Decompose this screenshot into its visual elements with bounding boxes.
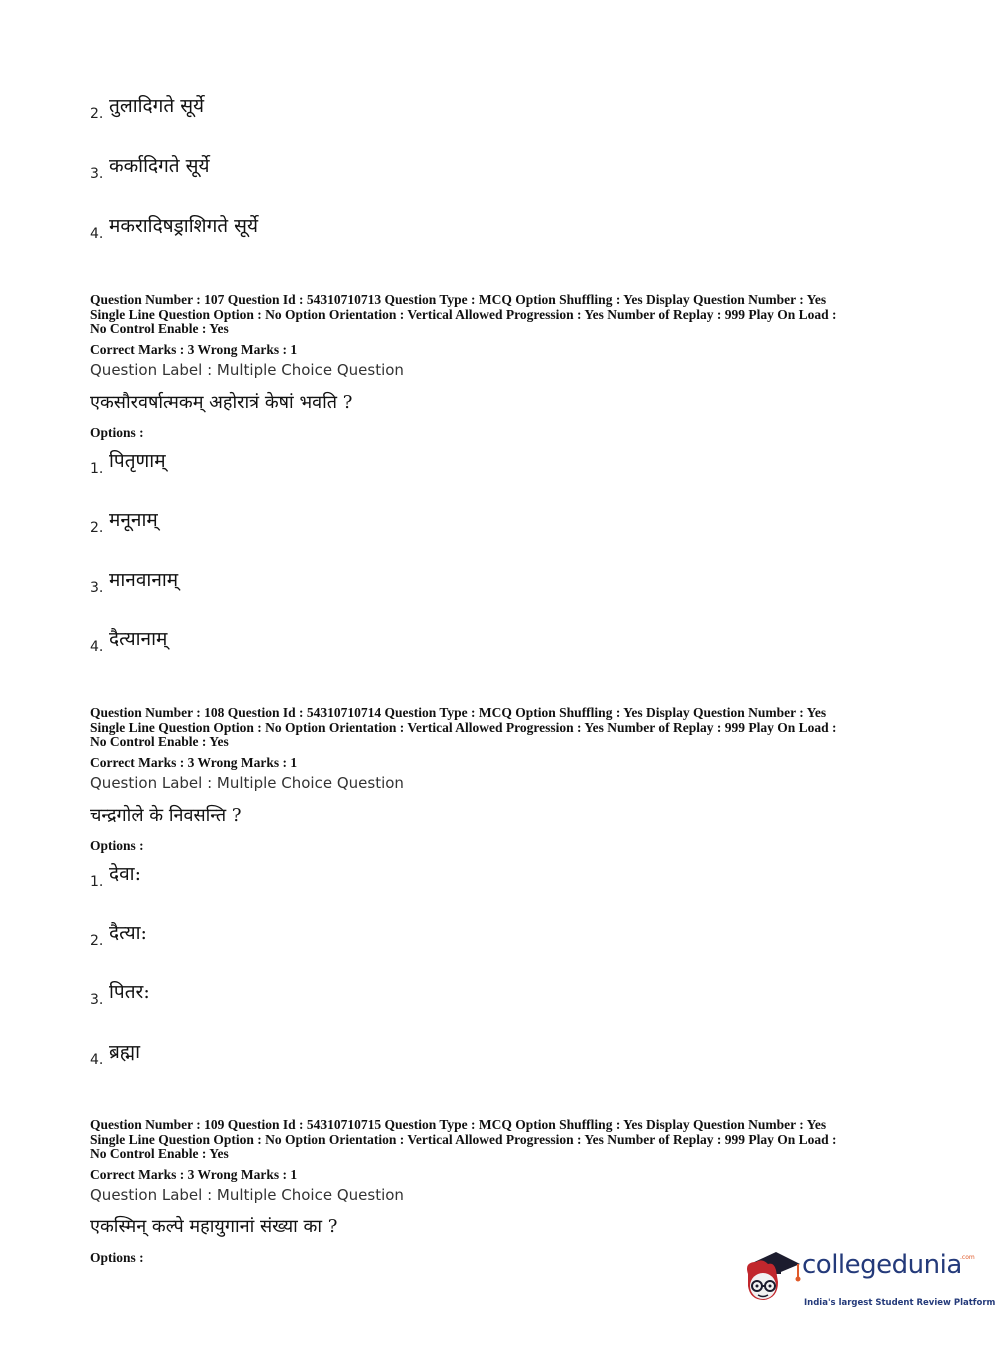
- option-text: कर्कादिगते सूर्ये: [109, 155, 210, 177]
- question-label: Question Label : Multiple Choice Question: [90, 361, 404, 379]
- option-number: 2.: [90, 933, 104, 949]
- option-text: मकरादिषड्राशिगते सूर्ये: [109, 215, 258, 237]
- question-meta: [90, 293, 910, 337]
- options-heading: Options :: [90, 1250, 144, 1265]
- option-text: पितृणाम्: [109, 450, 166, 472]
- meta-line: Single Line Question Option : No Option Orientation : Vertical Allowed Progression : Yes Number of Replay : 999 Play On Load :: [90, 306, 837, 322]
- option-text: पितर:: [109, 981, 150, 1003]
- marks-info: Correct Marks : 3 Wrong Marks : 1: [90, 1167, 298, 1182]
- option-text: मनूनाम्: [109, 509, 158, 531]
- logo-tagline: India's largest Student Review Platform: [804, 1298, 996, 1308]
- option-number: 2.: [90, 106, 104, 122]
- question-meta: [90, 1118, 910, 1162]
- options-heading: Options :: [90, 425, 144, 440]
- option-text: ब्रह्मा: [109, 1041, 140, 1063]
- question-text: एकस्मिन् कल्पे महायुगानां संख्या का ?: [90, 1216, 338, 1237]
- option-number: 1.: [90, 461, 104, 477]
- option-number: 4.: [90, 639, 104, 655]
- collegedunia-logo: [740, 1248, 996, 1320]
- meta-line: No Control Enable : Yes: [90, 734, 229, 749]
- option-text: तुलादिगते सूर्ये: [109, 95, 205, 117]
- meta-line: Question Number : 107 Question Id : 54310710713 Question Type : MCQ Option Shuffling : Yes Display Question Number : Yes: [90, 292, 827, 307]
- meta-line: No Control Enable : Yes: [90, 1146, 229, 1161]
- options-heading: Options :: [90, 838, 144, 853]
- option-text: मानवानाम्: [109, 569, 179, 591]
- option-text: दैत्या:: [109, 922, 147, 944]
- logo-wordmark: collegedunia: [802, 1250, 962, 1280]
- option-number: 4.: [90, 1052, 104, 1068]
- meta-line: Single Line Question Option : No Option Orientation : Vertical Allowed Progression : Yes Number of Replay : 999 Play On Load :: [90, 719, 837, 735]
- question-text: चन्द्रगोले के निवसन्ति ?: [90, 805, 242, 826]
- marks-info: Correct Marks : 3 Wrong Marks : 1: [90, 342, 298, 357]
- meta-line: No Control Enable : Yes: [90, 321, 229, 336]
- meta-line: Single Line Question Option : No Option Orientation : Vertical Allowed Progression : Yes Number of Replay : 999 Play On Load :: [90, 1131, 837, 1147]
- option-text: दैत्यानाम्: [109, 628, 168, 650]
- option-number: 1.: [90, 874, 104, 890]
- option-text: देवा:: [109, 863, 141, 885]
- meta-line: Question Number : 109 Question Id : 54310710715 Question Type : MCQ Option Shuffling : Yes Display Question Number : Yes: [90, 1117, 827, 1132]
- option-number: 3.: [90, 580, 104, 596]
- marks-info: Correct Marks : 3 Wrong Marks : 1: [90, 755, 298, 770]
- option-number: 2.: [90, 520, 104, 536]
- question-label: Question Label : Multiple Choice Question: [90, 1186, 404, 1204]
- question-label: Question Label : Multiple Choice Question: [90, 774, 404, 792]
- logo-suffix: .com: [960, 1254, 975, 1261]
- option-number: 4.: [90, 226, 104, 242]
- option-number: 3.: [90, 166, 104, 182]
- option-number: 3.: [90, 992, 104, 1008]
- question-text: एकसौरवर्षात्मकम् अहोरात्रं केषां भवति ?: [90, 392, 353, 413]
- mascot-icon: [740, 1248, 802, 1310]
- meta-line: Question Number : 108 Question Id : 54310710714 Question Type : MCQ Option Shuffling : Yes Display Question Number : Yes: [90, 705, 827, 720]
- question-meta: [90, 706, 910, 750]
